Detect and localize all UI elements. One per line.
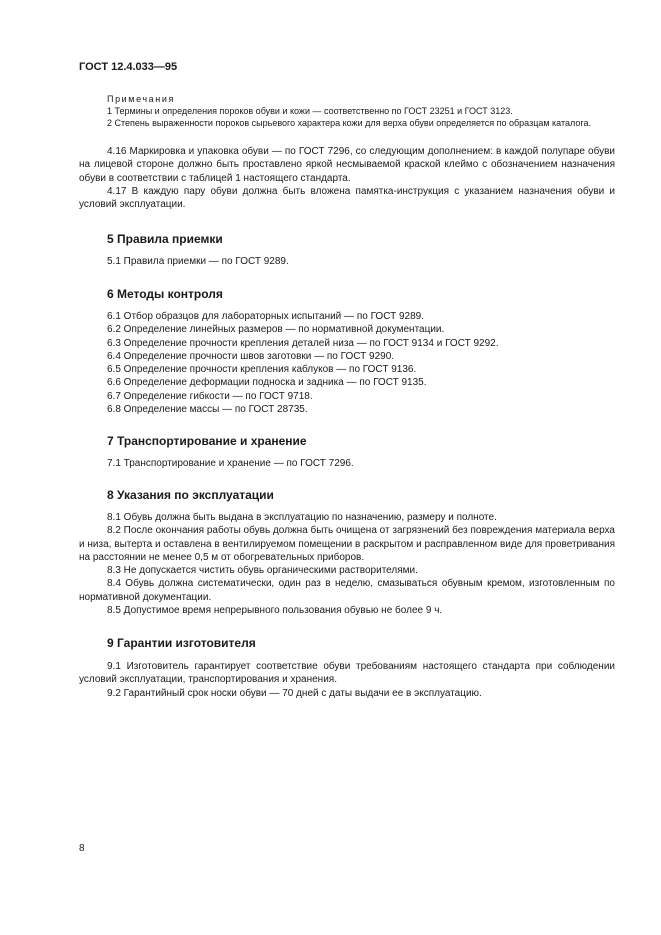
- clause-6-3: 6.3 Определение прочности крепления деталей низа — по ГОСТ 9134 и ГОСТ 9292.: [107, 337, 499, 349]
- clause-6-2: 6.2 Определение линейных размеров — по нормативной документации.: [107, 324, 445, 336]
- note-item: 2 Степень выраженности пороков сырьевого характера кожи для верха обуви определяется по образцам каталога.: [107, 118, 591, 128]
- section-7-body: [79, 457, 615, 470]
- section-8-heading: 8 Указания по эксплуатации: [107, 488, 274, 502]
- clause-6-5: 6.5 Определение прочности крепления каблуков — по ГОСТ 9136.: [107, 364, 417, 376]
- section-6-body: [79, 310, 615, 416]
- section-9-heading: 9 Гарантии изготовителя: [107, 636, 256, 650]
- clause-8-1: 8.1 Обувь должна быть выдана в эксплуатацию по назначению, размеру и полноте.: [107, 512, 497, 523]
- clause-8-4: 8.4 Обувь должна систематически, один раз в неделю, смазываться обувным кремом, изготовленным по нормативной документации.: [79, 578, 615, 603]
- clauses-top: [79, 145, 615, 211]
- clause-7-1: 7.1 Транспортирование и хранение — по ГОСТ 7296.: [107, 458, 354, 469]
- clause-6-7: 6.7 Определение гибкости — по ГОСТ 9718.: [107, 390, 313, 402]
- section-6-heading: 6 Методы контроля: [107, 287, 223, 301]
- clause-8-2: 8.2 После окончания работы обувь должна быть очищена от загрязнений без повреждения материала верха и низа, вытерта и оставлена в вентилируемом помещении в раскрытом и расправленном виде для проветривания на расстоянии не менее 0,5 м от обогревательных приборов.: [79, 525, 615, 563]
- clause-8-3: 8.3 Не допускается чистить обувь органическими растворителями.: [107, 565, 418, 577]
- clause-5-1: 5.1 Правила приемки — по ГОСТ 9289.: [107, 256, 289, 267]
- clause-4-16: 4.16 Маркировка и упаковка обуви — по ГОСТ 7296, со следующим дополнением: в каждой полупаре обуви на лицевой стороне должно быть проставлено яркой несмываемой краской клеймо с обозначением назначения обуви в соответствии с таблицей 1 настоящего стандарта.: [79, 146, 615, 184]
- clause-6-6: 6.6 Определение деформации подноска и задника — по ГОСТ 9135.: [107, 377, 427, 389]
- section-5-heading: 5 Правила приемки: [107, 232, 223, 246]
- clause-9-1: 9.1 Изготовитель гарантирует соответствие обуви требованиям настоящего стандарта при соблюдении условий эксплуатации, транспортирования и хранения.: [79, 661, 615, 686]
- section-5-body: [79, 255, 615, 268]
- clause-4-17: 4.17 В каждую пару обуви должна быть вложена памятка-инструкция с указанием назначения обуви и условий эксплуатации.: [79, 185, 615, 211]
- clause-6-8: 6.8 Определение массы — по ГОСТ 28735.: [107, 404, 308, 416]
- clause-9-2: 9.2 Гарантийный срок носки обуви — 70 дней с даты выдачи ее в эксплуатацию.: [107, 687, 482, 699]
- section-9-body: [79, 660, 615, 700]
- page-number: 8: [79, 843, 85, 854]
- document-code: ГОСТ 12.4.033—95: [79, 61, 178, 73]
- clause-6-4: 6.4 Определение прочности швов заготовки — по ГОСТ 9290.: [107, 350, 395, 362]
- section-8-body: [79, 511, 615, 617]
- notes-block: [79, 93, 615, 129]
- clause-8-5: 8.5 Допустимое время непрерывного пользования обувью не более 9 ч.: [107, 605, 443, 617]
- notes-title: Примечания: [107, 94, 175, 104]
- clause-6-1: 6.1 Отбор образцов для лабораторных испытаний — по ГОСТ 9289.: [107, 311, 425, 322]
- note-item: 1 Термины и определения пороков обуви и кожи — соответственно по ГОСТ 23251 и ГОСТ 3123.: [107, 106, 513, 116]
- section-7-heading: 7 Транспортирование и хранение: [107, 434, 307, 448]
